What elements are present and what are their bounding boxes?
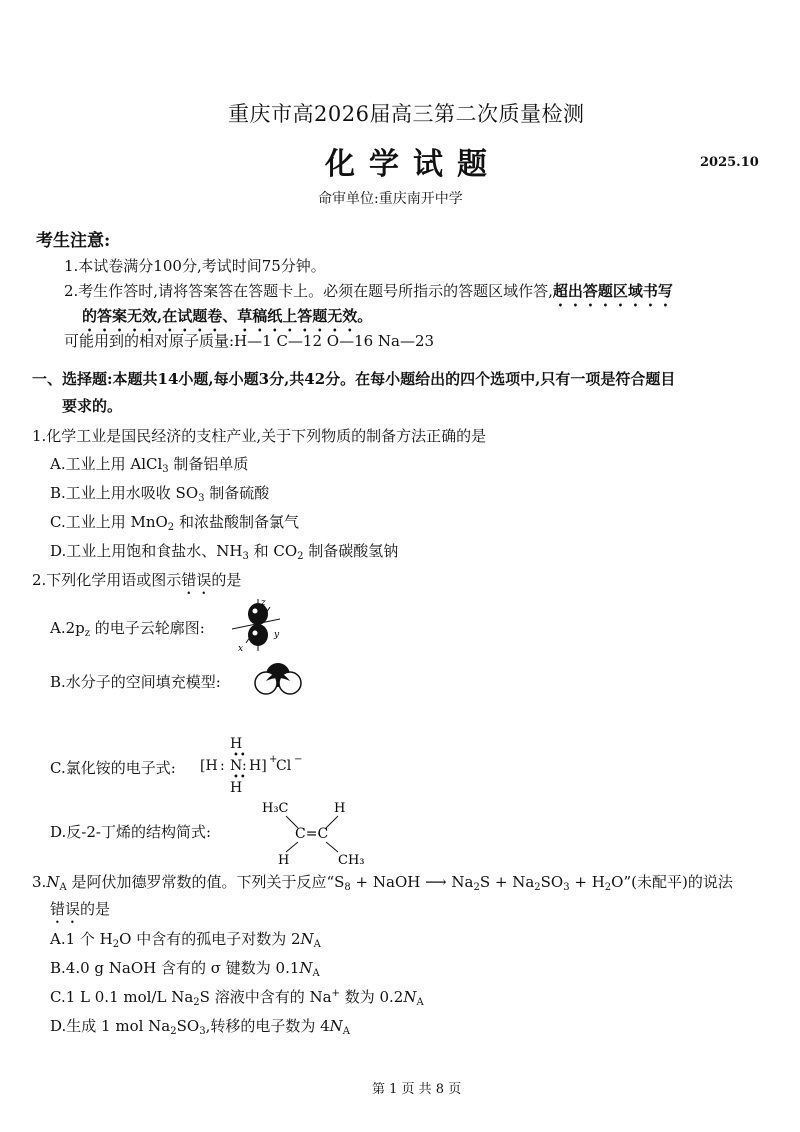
q1-c-sub: 2 bbox=[167, 522, 175, 533]
q3-na-symbol: N bbox=[46, 873, 60, 891]
right-colon: : bbox=[242, 758, 247, 774]
q3-option-d bbox=[50, 1016, 350, 1036]
q2-stem-a: 2.下列化学用语或图示 bbox=[32, 571, 182, 589]
q3-d-na: A bbox=[342, 1026, 351, 1037]
cl-symbol: Cl bbox=[276, 758, 292, 774]
q1-b-text: B.工业上用水吸收 SO bbox=[50, 484, 199, 502]
q3-a-text: A.1 个 H bbox=[50, 930, 113, 948]
q3-b-na: A bbox=[312, 968, 320, 979]
q1-stem: 1.化学工业是国民经济的支柱产业,关于下列物质的制备方法正确的是 bbox=[32, 427, 487, 445]
q3-stem-g: O”(未配平)的说法 bbox=[611, 873, 733, 891]
q3-d-sub: 2 bbox=[170, 1026, 177, 1037]
q3-stem-e: SO bbox=[540, 873, 564, 891]
q3-c-tail: 数为 0.2 bbox=[339, 988, 404, 1006]
q3-na2-sub: 2 bbox=[473, 882, 480, 893]
q1-d-tail: 制备碳酸氢钠 bbox=[303, 542, 399, 560]
page-footer: 第 1 页 共 8 页 bbox=[372, 1082, 462, 1097]
axis-y-label: y bbox=[274, 630, 280, 640]
subject-title: 化学试题 bbox=[325, 147, 501, 182]
q3-c-sup: + bbox=[331, 988, 340, 999]
section-1-heading-cont: 要求的。 bbox=[62, 397, 123, 415]
cl-minus: − bbox=[294, 754, 303, 765]
nh4-bottom-h: H bbox=[230, 780, 243, 796]
bottom-electron-pair: •• bbox=[233, 772, 247, 783]
q1-c-text: C.工业上用 MnO bbox=[50, 513, 168, 531]
left-colon: : bbox=[220, 758, 225, 774]
q3-b-n: N bbox=[299, 959, 313, 977]
q3-so3-sub: 3 bbox=[563, 882, 570, 893]
q1-d-sub: 3 bbox=[242, 551, 249, 562]
q3-num: 3. bbox=[32, 873, 47, 891]
setter-unit: 命审单位:重庆南开中学 bbox=[318, 191, 463, 207]
q3-c-sub: 2 bbox=[193, 997, 200, 1008]
q1-a-tail: 制备铝单质 bbox=[168, 455, 249, 473]
q3-stem-emph: 错误 bbox=[50, 900, 81, 918]
nh4-n: N bbox=[230, 758, 243, 774]
q2-a-text: A.2p bbox=[50, 619, 85, 637]
q1-d-sub2: 2 bbox=[297, 551, 304, 562]
h-bottom-label: H bbox=[278, 853, 290, 866]
q2-option-d: D.反-2-丁烯的结构简式: bbox=[50, 823, 211, 841]
notice-item-2-emph: 超出答题区域书写 bbox=[552, 282, 673, 300]
q1-d-mid: 和 CO bbox=[248, 542, 298, 560]
q3-c-mid: S 溶液中含有的 Na bbox=[199, 988, 332, 1006]
q3-na-sub: A bbox=[59, 882, 67, 893]
exam-date: 2025.10 bbox=[700, 155, 759, 170]
notice-item-1: 1.本试卷满分100分,考试时间75分钟。 bbox=[64, 257, 326, 275]
q3-d-text: D.生成 1 mol Na bbox=[50, 1017, 171, 1035]
q3-option-b bbox=[50, 958, 320, 978]
q3-a-mid: O 中含有的孤电子对数为 2 bbox=[119, 930, 301, 948]
q1-option-d bbox=[50, 541, 398, 561]
notice-heading: 考生注意: bbox=[36, 231, 111, 251]
nh4-left: [H bbox=[200, 758, 218, 774]
top-electron-pair: •• bbox=[233, 750, 247, 761]
q2-option-c: C.氯化铵的电子式: bbox=[50, 759, 176, 777]
q2-stem-c: 的是 bbox=[211, 571, 242, 589]
q3-d-sub2: 3 bbox=[199, 1026, 206, 1037]
ammonium-chloride-formula bbox=[200, 736, 310, 798]
q2-option-b: B.水分子的空间填充模型: bbox=[50, 673, 221, 691]
q3-option-a bbox=[50, 929, 321, 949]
axis-z-label: z bbox=[261, 598, 266, 608]
q2-a-sub: z bbox=[84, 628, 91, 639]
q3-stem-c: + NaOH ⟶ Na bbox=[350, 873, 474, 891]
q3-h2-sub: 2 bbox=[604, 882, 612, 893]
h3c-label: H₃C bbox=[262, 801, 289, 816]
q3-c-na: A bbox=[416, 997, 424, 1008]
atomic-masses: 可能用到的相对原子质量:H—1 C—12 O—16 Na—23 bbox=[64, 332, 435, 350]
q2-option-a bbox=[50, 618, 205, 638]
notice-item-2-text: 2.考生作答时,请将答案答在答题卡上。必须在题号所指示的答题区域作答, bbox=[64, 282, 553, 300]
notice-item-2-cont: 的答案无效,在试题卷、草稿纸上答题无效。 bbox=[82, 307, 373, 325]
q3-stem-d: S + Na bbox=[479, 873, 535, 891]
nh4-right: H] bbox=[249, 758, 267, 774]
q1-option-c bbox=[50, 512, 299, 532]
q3-a-na: A bbox=[313, 939, 321, 950]
q3-b-text: B.4.0 g NaOH 含有的 σ 键数为 0.1 bbox=[50, 959, 300, 977]
q1-option-b bbox=[50, 483, 269, 503]
q3-a-n: N bbox=[300, 930, 314, 948]
q2-stem-emph: 错误 bbox=[181, 571, 212, 589]
q3-s8-sub: 8 bbox=[344, 882, 351, 893]
section-1-heading: 一、选择题:本题共14小题,每小题3分,共42分。在每小题给出的四个选项中,只有一项是符合题目 bbox=[32, 370, 676, 388]
q3-option-c bbox=[50, 987, 424, 1007]
orbital-2pz-diagram bbox=[228, 593, 288, 655]
q2-stem bbox=[32, 570, 241, 598]
q3-d-mid: SO bbox=[176, 1017, 200, 1035]
q3-stem-line2-tail: 的是 bbox=[80, 900, 111, 918]
q3-c-n: N bbox=[403, 988, 417, 1006]
water-space-filling-model bbox=[253, 661, 303, 697]
q3-a-sub: 2 bbox=[112, 939, 120, 950]
q1-a-text: A.工业上用 AlCl bbox=[50, 455, 163, 473]
ch3-label: CH₃ bbox=[338, 853, 365, 866]
q3-na2b-sub: 2 bbox=[534, 882, 541, 893]
q3-stem-b: 是阿伏加德罗常数的值。下列关于反应“S bbox=[66, 873, 345, 891]
q1-a-sub: 3 bbox=[162, 464, 169, 475]
q1-d-text: D.工业上用饱和食盐水、NH bbox=[50, 542, 243, 560]
q3-stem bbox=[32, 872, 733, 892]
axis-x-label: x bbox=[238, 644, 244, 654]
nh4-top-h: H bbox=[230, 736, 243, 752]
q1-c-tail: 和浓盐酸制备氯气 bbox=[174, 513, 299, 531]
q3-stem-f: + H bbox=[569, 873, 605, 891]
q3-d-tail: ,转移的电子数为 4 bbox=[205, 1017, 330, 1035]
double-bond-label: C=C bbox=[295, 826, 329, 842]
exam-name: 重庆市高2026届高三第二次质量检测 bbox=[228, 102, 585, 126]
trans-2-butene-structure bbox=[260, 796, 380, 866]
q2-a-tail: 的电子云轮廓图: bbox=[90, 619, 205, 637]
q3-d-n: N bbox=[329, 1017, 343, 1035]
q1-b-sub: 3 bbox=[198, 493, 205, 504]
q3-stem-line2 bbox=[50, 899, 110, 927]
q3-c-text: C.1 L 0.1 mol/L Na bbox=[50, 988, 194, 1006]
h-top-label: H bbox=[334, 801, 346, 816]
q1-b-tail: 制备硫酸 bbox=[204, 484, 270, 502]
q1-option-a bbox=[50, 454, 248, 474]
nh4-plus: + bbox=[269, 754, 278, 765]
